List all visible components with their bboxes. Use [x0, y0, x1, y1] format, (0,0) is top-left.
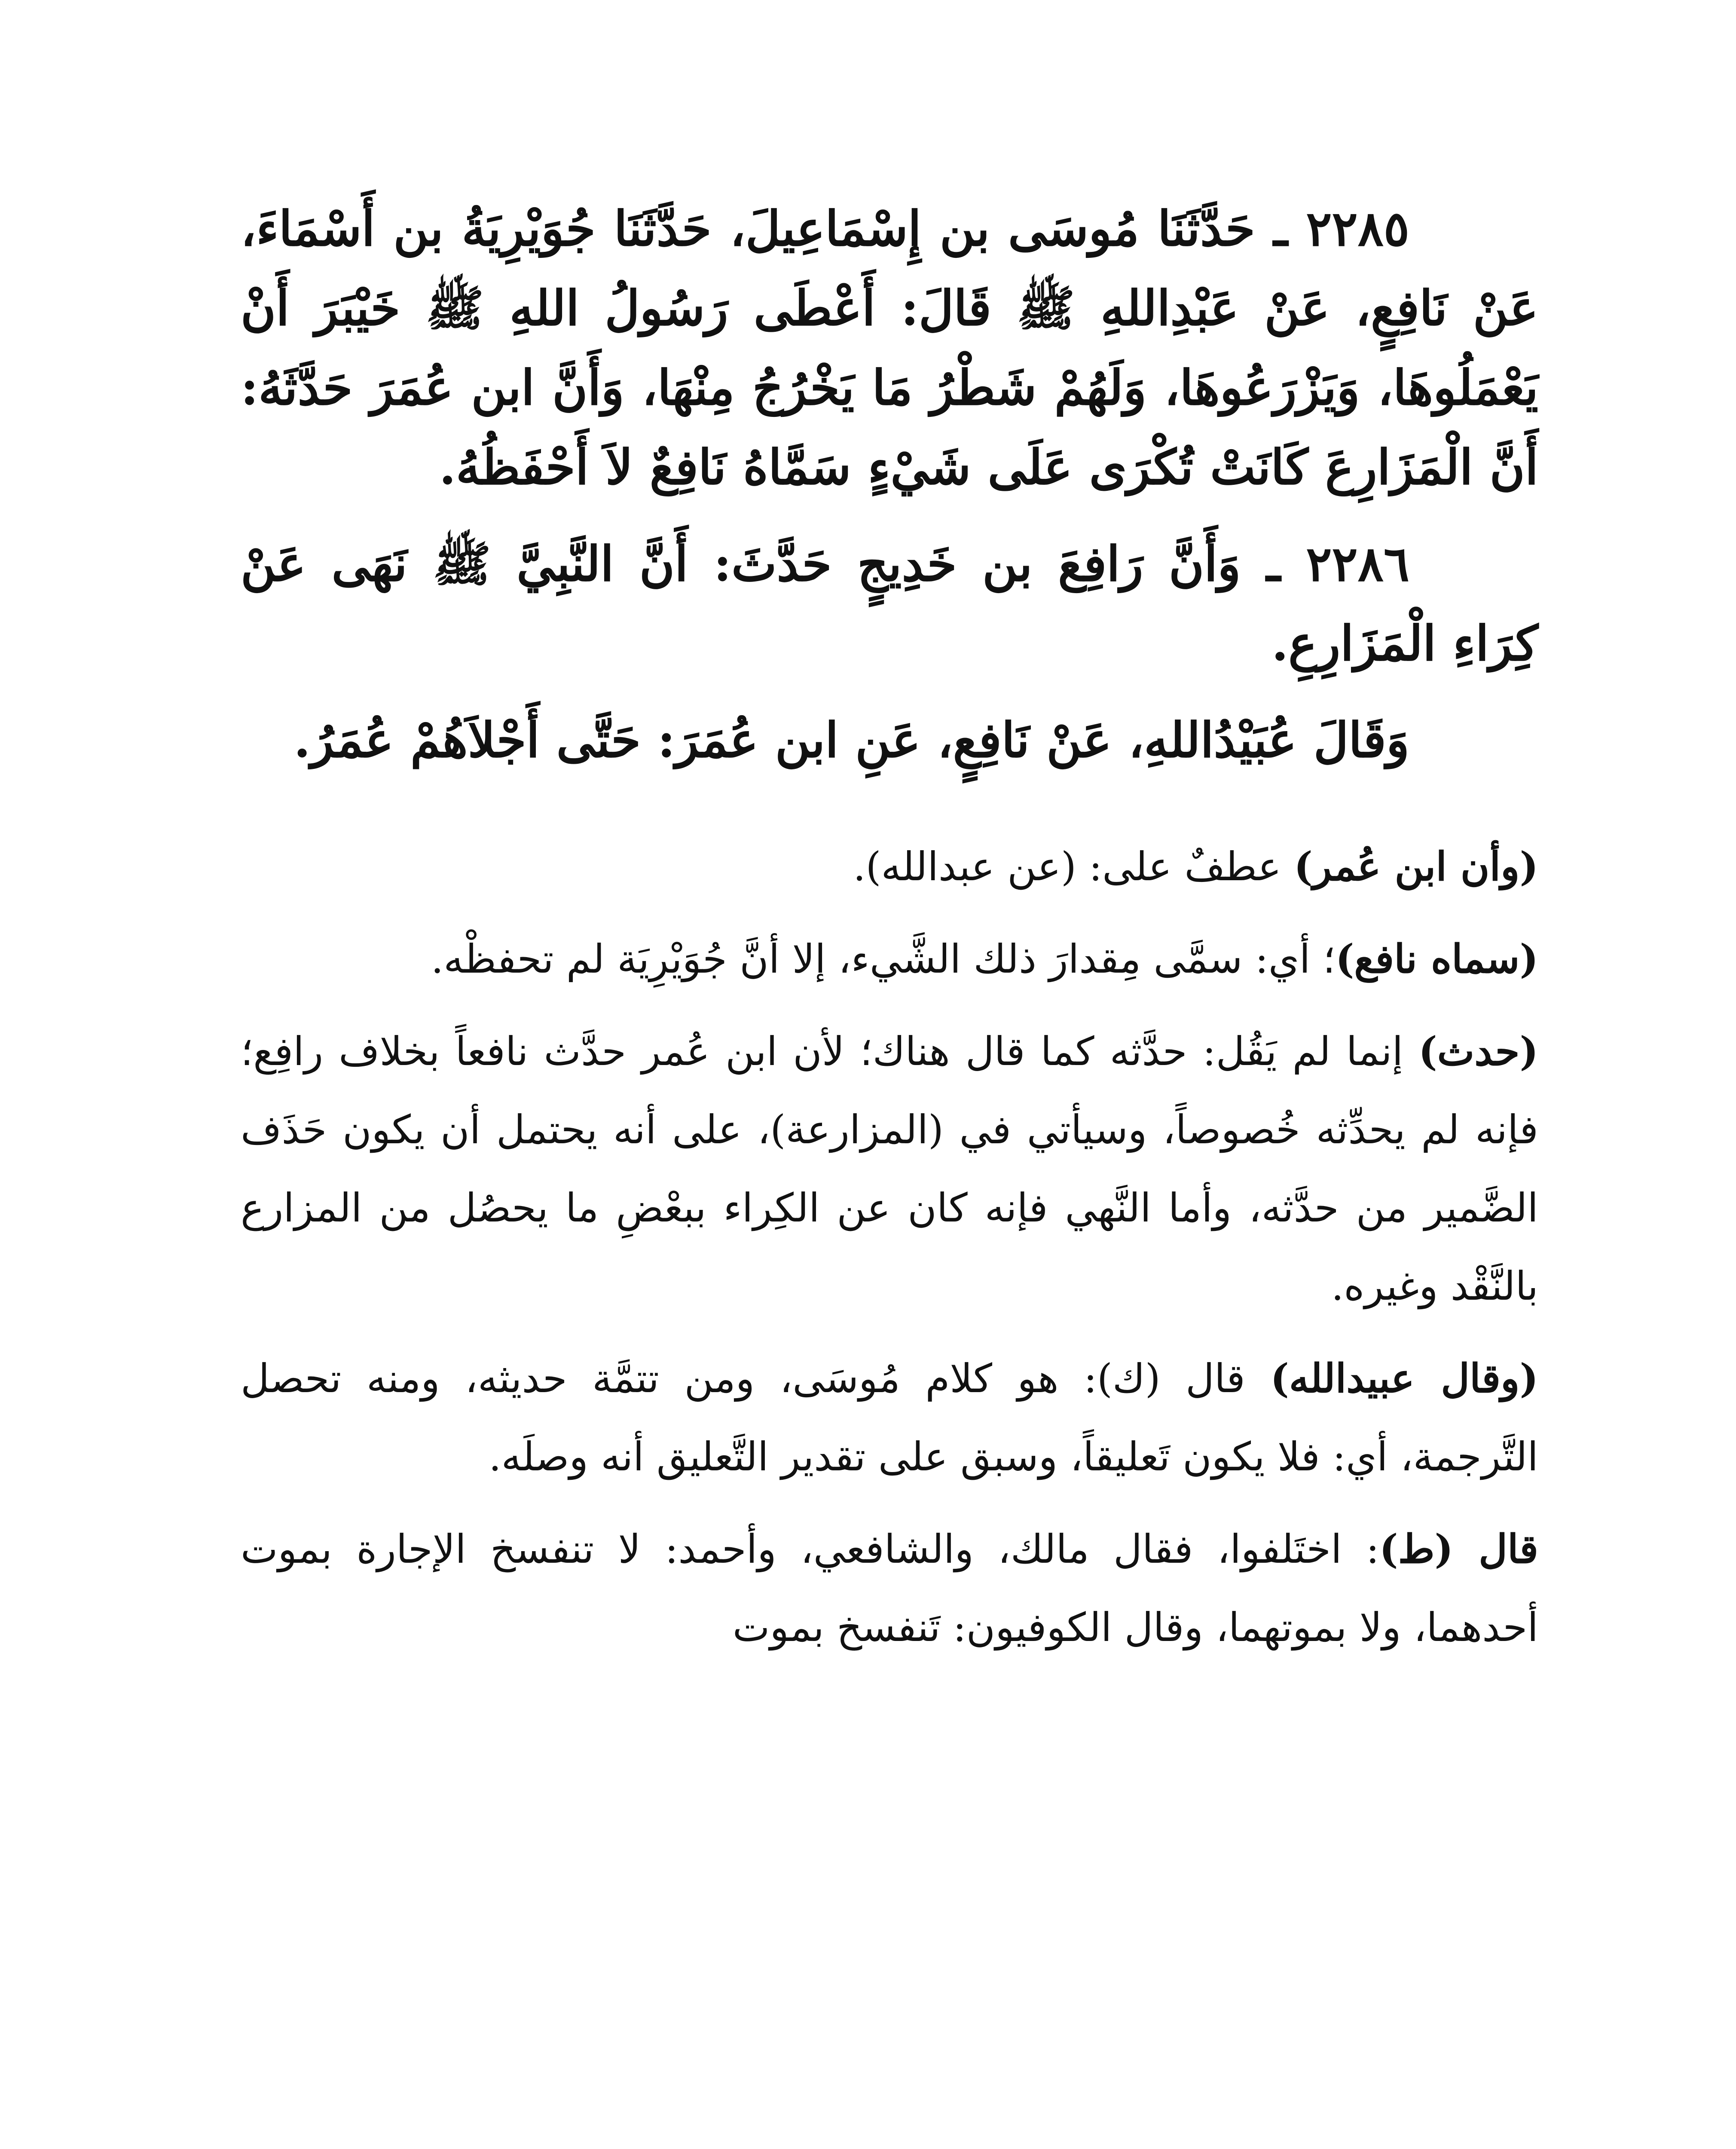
commentary-lemma: (حدث)	[1418, 1028, 1538, 1074]
hadith-2285: ٢٢٨٥ ـ حَدَّثَنَا مُوسَى بن إِسْمَاعِيلَ، حَدَّثَنَا جُوَيْرِيَةُ بن أَسْمَاءَ، عَنْ نَافِعٍ، عَنْ عَبْدِاللهِ ﷺ قَالَ: أَعْطَى رَسُولُ اللهِ ﷺ خَيْبَرَ أَنْ يَعْمَلُوهَا، وَيَزْرَعُوهَا، وَلَهُمْ شَطْرُ مَا يَخْرُجُ مِنْهَا، وَأَنَّ ابن عُمَرَ حَدَّثَهُ: أَنَّ الْمَزَارِعَ كَانَتْ تُكْرَى عَلَى شَيْءٍ سَمَّاهُ نَافِعٌ لاَ أَحْفَظُهُ.	[241, 201, 1538, 496]
commentary-lemma: قال (ط)	[1379, 1526, 1538, 1572]
commentary-text: عطفٌ على: (عن عبدالله).	[853, 844, 1294, 890]
commentary-paragraph	[241, 1339, 1538, 1496]
commentary-text: : اختَلفوا، فقال مالك، والشافعي، وأحمد: لا تنفسخ الإجارة بموت أحدهما، ولا بموتهما، وقال الكوفيون: تَنفسخ بموت	[241, 1526, 1538, 1650]
commentary-lemma: (وأن ابن عُمر)	[1294, 843, 1538, 890]
commentary-paragraph	[241, 1510, 1538, 1667]
page-body	[241, 189, 1538, 2149]
commentary-paragraph	[241, 1012, 1538, 1326]
commentary-lemma: (سماه نافع)	[1335, 936, 1538, 982]
commentary-text: ؛ أي: سمَّى مِقدارَ ذلك الشَّيء، إلا أنَّ جُوَيْرِيَة لم تحفظْه.	[431, 936, 1336, 982]
commentary-lemma: (وقال عبيدالله)	[1270, 1355, 1539, 1402]
commentary-paragraph	[241, 827, 1538, 906]
hadith-taliq: وَقَالَ عُبَيْدُاللهِ، عَنْ نَافِعٍ، عَنِ ابن عُمَرَ: حَتَّى أَجْلاَهُمْ عُمَرُ.	[293, 712, 1409, 768]
hadith-2286: ٢٢٨٦ ـ وَأَنَّ رَافِعَ بن خَدِيجٍ حَدَّثَ: أَنَّ النَّبِيَّ ﷺ نَهَى عَنْ كِرَاءِ الْمَزَارِعِ.	[241, 536, 1538, 672]
commentary-paragraph	[241, 920, 1538, 998]
commentary-text: إنما لم يَقُل: حدَّثه كما قال هناك؛ لأن ابن عُمر حدَّث نافعاً بخلاف رافِع؛ فإنه لم يحدِّثه خُصوصاً، وسيأتي في (المزارعة)، على أنه يحتمل أن يكون حَذَف الضَّمير من حدَّثه، وأما النَّهي فإنه كان عن الكِراء ببعْضِ ما يحصُل من المزارع بالنَّقْد وغيره.	[241, 1029, 1538, 1309]
commentary-text: قال (ك): هو كلام مُوسَى، ومن تتمَّة حديثه، ومنه تحصل التَّرجمة، أي: فلا يكون تَعليقاً، وسبق على تقدير التَّعليق أنه وصلَه.	[241, 1356, 1538, 1480]
